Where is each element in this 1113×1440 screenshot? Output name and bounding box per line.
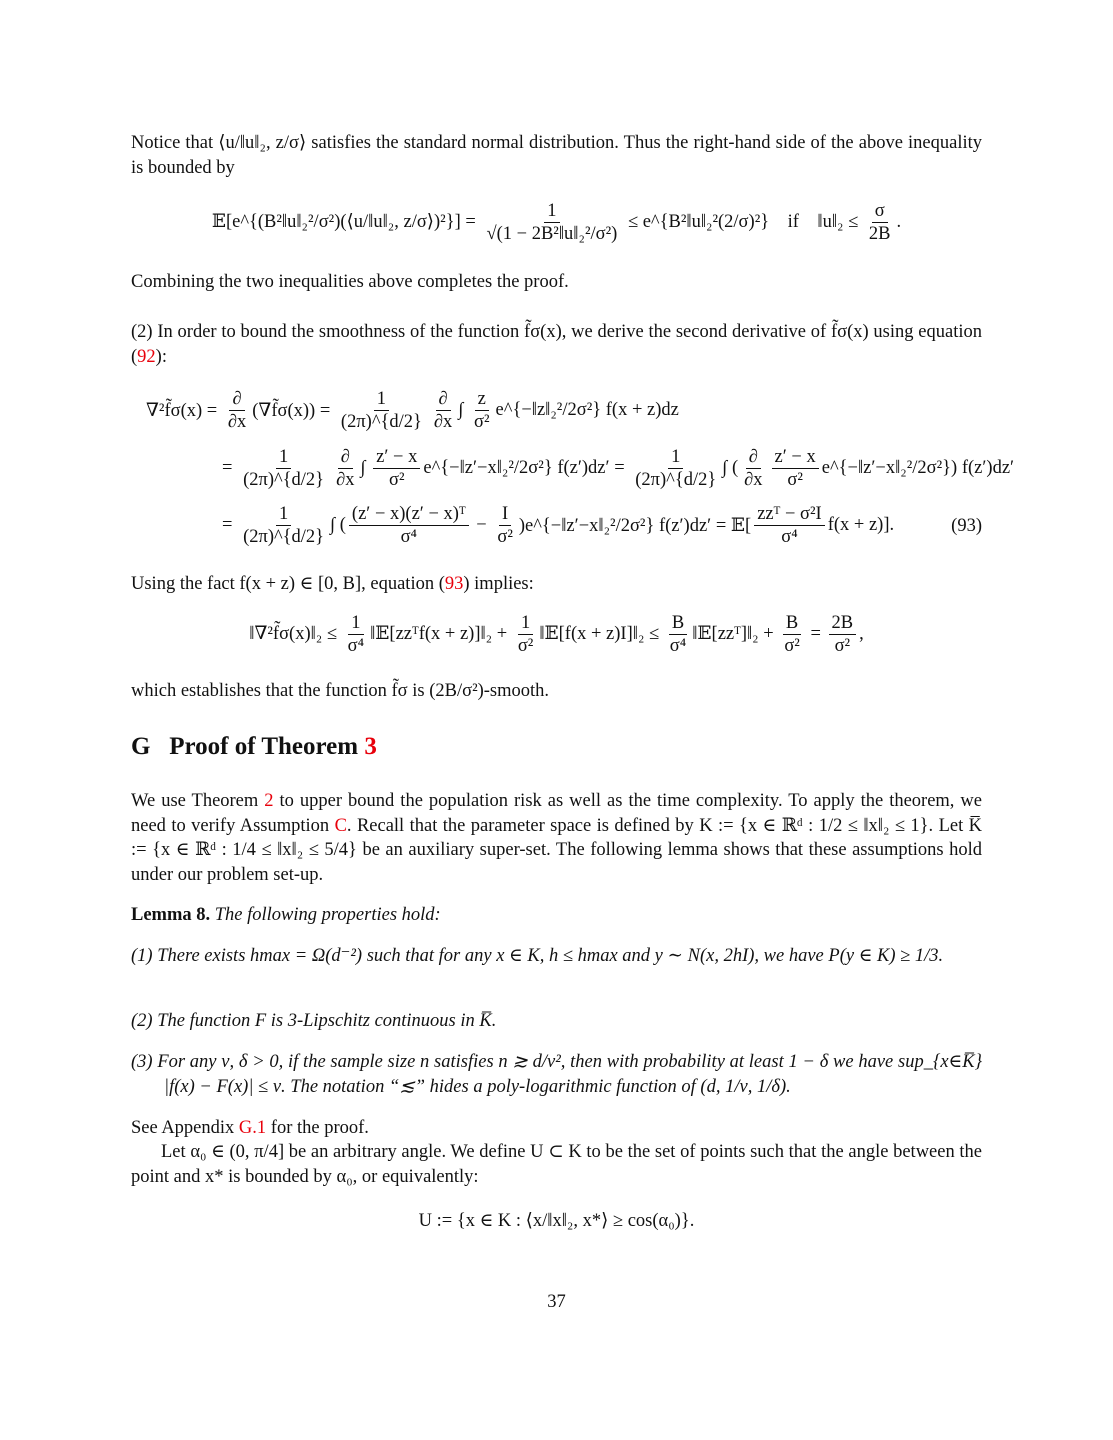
math-text: −	[471, 515, 492, 535]
math-text: =	[805, 623, 826, 644]
equation-set-u: U := {x ∈ K : ⟨x/‖x‖₂, x*⟩ ≥ cos(α₀)}.	[418, 1211, 695, 1231]
math-text: .	[896, 211, 902, 232]
fraction	[772, 446, 819, 491]
lemma-text: The following properties hold:	[214, 905, 441, 925]
numerator: ∂	[436, 388, 451, 411]
numerator: 1	[348, 612, 363, 635]
math-text: e^{−‖z′−x‖₂²/2σ²}) f(z′)dz′	[821, 458, 1015, 478]
text: (2) In order to bound the smoothness of the function f̃σ(x), we derive the second derivative of f̃σ(x) using equation (	[131, 322, 982, 367]
denominator: σ²	[474, 412, 490, 432]
math-text: ∫	[360, 458, 371, 478]
fraction	[754, 503, 825, 548]
equation-bound	[131, 200, 982, 245]
fraction	[866, 200, 894, 245]
numerator: z′ − x	[772, 446, 819, 469]
fraction	[225, 388, 249, 433]
section-heading	[131, 733, 377, 761]
text: ) implies:	[463, 574, 534, 594]
math-text: ‖𝔼[zzᵀf(x + z)]‖₂ +	[370, 623, 512, 644]
paragraph-using-fact	[131, 572, 982, 597]
lemma-item-1	[131, 944, 982, 969]
fraction	[515, 612, 537, 657]
denominator: σ²	[784, 636, 800, 656]
denominator: σ⁴	[347, 636, 365, 656]
denominator: 2B	[868, 224, 891, 244]
paragraph-see-appendix	[131, 1116, 982, 1141]
fraction	[240, 446, 327, 491]
fraction	[829, 612, 857, 657]
text: See Appendix	[131, 1118, 239, 1138]
math-text: e^{−‖z′−x‖₂²/2σ²} f(z′)dz′ =	[423, 458, 630, 478]
numerator: 2B	[829, 612, 857, 635]
math-text: f(x + z)].	[827, 515, 895, 535]
numerator: z′ − x	[373, 446, 420, 469]
fraction	[632, 446, 719, 491]
paragraph-angle: Let α₀ ∈ (0, π/4] be an arbitrary angle. We define U ⊂ K to be the set of points such that the angle between the point and x* is bounded by α₀, or equivalently:	[131, 1142, 982, 1187]
numerator: 1	[374, 388, 389, 411]
equation-93-line-2	[222, 446, 1014, 491]
numerator: z	[475, 388, 489, 411]
assumption-ref-c[interactable]: C	[334, 815, 347, 836]
denominator: σ⁴	[781, 527, 798, 547]
denominator: (2π)^{d/2}	[340, 412, 422, 432]
numerator: 1	[544, 200, 559, 223]
fraction	[338, 388, 425, 433]
equation-93-line-1	[146, 388, 679, 433]
math-text: ‖∇²f̃σ(x)‖₂ ≤	[249, 623, 342, 644]
numerator: ∂	[746, 446, 761, 469]
fraction	[494, 503, 516, 548]
denominator: σ²	[517, 636, 534, 656]
numerator: 1	[276, 446, 291, 469]
numerator: 1	[518, 612, 533, 635]
fraction	[483, 200, 620, 245]
section-title: Proof of Theorem	[169, 733, 365, 760]
math-text: (∇f̃σ(x)) =	[252, 400, 335, 421]
equation-number: (93)	[951, 516, 982, 536]
fraction	[431, 388, 455, 433]
math-text: =	[222, 458, 238, 478]
math-text: )e^{−‖z′−x‖₂²/2σ²} f(z′)dz′ = 𝔼[	[518, 515, 752, 536]
fraction	[240, 503, 327, 548]
equation-ref-93[interactable]: 93	[444, 574, 464, 594]
math-text: ∫ (	[330, 515, 346, 535]
item-text: (1) There exists hmax = Ω(d⁻²) such that for any x ∈ K, h ≤ hmax and y ∼ N(x, 2hI), we have P(y ∈ K) ≥ 1/3.	[131, 946, 944, 966]
math-text: ‖𝔼[f(x + z)I]‖₂ ≤	[539, 623, 664, 644]
appendix-ref-g1[interactable]: G.1	[238, 1118, 267, 1138]
item-text: (2) The function F is 3-Lipschitz continuous in K̅.	[131, 1011, 497, 1031]
fraction	[781, 612, 803, 657]
text: Using the fact f(x + z) ∈ [0, B], equation (	[131, 574, 445, 594]
denominator: (2π)^{d/2}	[635, 470, 717, 490]
denominator: σ⁴	[400, 527, 417, 547]
text: . Recall that the parameter space is defined by K := {x ∈ ℝᵈ : 1/2 ≤ ‖x‖₂ ≤ 1}. Let K̅ := {x ∈ ℝᵈ : 1/4 ≤ ‖x‖₂ ≤ 5/4} be an auxiliary super-set. The following lemma shows that these assumptions hold under our problem set-up.	[131, 815, 982, 885]
denominator: σ²	[497, 527, 513, 547]
fraction	[349, 503, 469, 548]
denominator: σ²	[787, 470, 803, 490]
math-text: ∫ (	[722, 458, 739, 478]
denominator: ∂x	[336, 470, 355, 490]
math-text: ≤ e^{B²‖u‖₂²(2/σ)²} if ‖u‖₂ ≤	[623, 211, 863, 232]
section-number: G	[131, 733, 151, 760]
denominator: σ²	[834, 636, 851, 656]
denominator: σ²	[389, 470, 405, 490]
numerator: ∂	[229, 388, 244, 411]
numerator: B	[669, 612, 687, 635]
fraction	[667, 612, 689, 657]
denominator: √(1 − 2B²‖u‖₂²/σ²)	[486, 224, 618, 244]
denominator: ∂x	[433, 412, 453, 432]
lemma-item-3	[131, 1050, 982, 1099]
fraction	[345, 612, 367, 657]
math-text: ∫	[458, 400, 469, 420]
theorem-ref-2[interactable]: 2	[264, 791, 274, 811]
denominator: (2π)^{d/2}	[243, 470, 325, 490]
paragraph-combining: Combining the two inequalities above completes the proof.	[131, 272, 569, 292]
theorem-ref-3[interactable]: 3	[364, 733, 377, 760]
equation-hessian-norm	[131, 612, 982, 657]
math-text: ‖𝔼[zzᵀ]‖₂ +	[692, 623, 779, 644]
math-text: ∇²f̃σ(x) =	[146, 400, 222, 421]
numerator: (z′ − x)(z′ − x)ᵀ	[349, 503, 469, 526]
numerator: zzᵀ − σ²I	[754, 503, 825, 526]
fraction	[373, 446, 420, 491]
text: ):	[155, 346, 167, 367]
text: We use Theorem	[131, 791, 265, 811]
numerator: B	[783, 612, 801, 635]
lemma-item-2	[131, 1009, 982, 1034]
lemma-label: Lemma 8.	[131, 905, 211, 925]
text: to upper bound the population risk as well as the time complexity. To apply the theorem, we need to verify Assumption	[131, 791, 982, 836]
denominator: ∂x	[744, 470, 763, 490]
numerator: 1	[276, 503, 291, 526]
numerator: ∂	[338, 446, 353, 469]
fraction	[741, 446, 765, 491]
page-number: 37	[547, 1292, 566, 1312]
math-text: ,	[859, 623, 864, 644]
equation-ref-92[interactable]: 92	[137, 346, 156, 367]
numerator: I	[499, 503, 511, 526]
math-text: 𝔼[e^{(B²‖u‖₂²/σ²)(⟨u/‖u‖₂, z/σ⟩)²}] =	[211, 211, 481, 232]
paragraph-normal-distribution: Notice that ⟨u/‖u‖₂, z/σ⟩ satisfies the standard normal distribution. Thus the right-hand side of the above inequality is bounded by	[131, 133, 982, 178]
math-text: =	[222, 515, 238, 535]
item-text: (3) For any ν, δ > 0, if the sample size n satisfies n ≳ d/ν², then with probability at least 1 − δ we have sup_{x∈K̅} |f(x) − F(x)| ≤ ν. The notation “≲” hides a poly-logarithmic function of (d, 1/ν, 1/δ).	[131, 1052, 982, 1097]
denominator: σ⁴	[669, 636, 687, 656]
denominator: ∂x	[227, 412, 247, 432]
math-text: e^{−‖z‖₂²/2σ²} f(x + z)dz	[495, 400, 679, 420]
denominator: (2π)^{d/2}	[243, 527, 325, 547]
paragraph-theorem-use	[131, 789, 982, 887]
lemma-8	[131, 903, 982, 928]
numerator: 1	[668, 446, 683, 469]
numerator: σ	[872, 200, 888, 223]
paragraph-establishes: which establishes that the function f̃σ is (2B/σ²)-smooth.	[131, 681, 550, 701]
text: for the proof.	[266, 1118, 369, 1138]
fraction	[333, 446, 357, 491]
equation-93-line-3	[222, 503, 894, 548]
paragraph-smoothness	[131, 320, 982, 369]
fraction	[471, 388, 493, 433]
